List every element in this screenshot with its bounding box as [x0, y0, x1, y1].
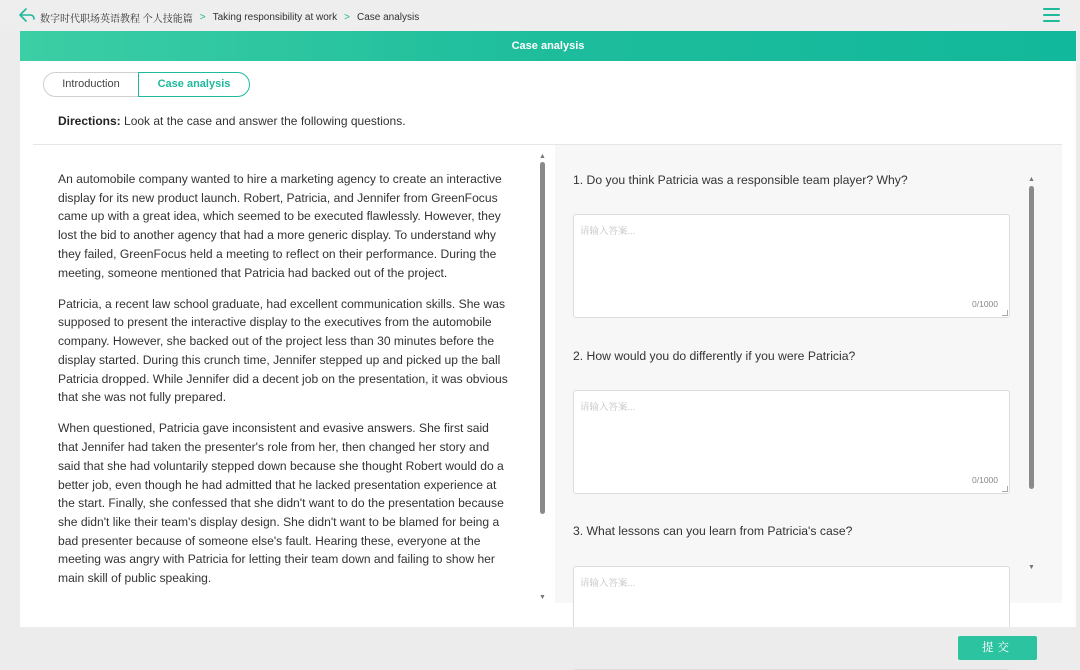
case-passage-pane[interactable] [33, 145, 545, 601]
passage-scrollbar[interactable] [539, 153, 546, 601]
menu-bar [1043, 8, 1060, 10]
breadcrumb-unit[interactable]: Taking responsibility at work [212, 12, 338, 23]
breadcrumb-course[interactable]: 数字时代职场英语教程 个人技能篇 [40, 14, 193, 25]
submit-button[interactable]: 提交 [958, 636, 1037, 660]
tab-introduction[interactable]: Introduction [43, 72, 139, 97]
resize-handle-icon[interactable] [1002, 310, 1008, 316]
menu-bar [1043, 14, 1060, 16]
breadcrumb [40, 10, 419, 25]
scroll-down-icon[interactable]: ▼ [1028, 564, 1035, 571]
scroll-up-icon[interactable]: ▲ [1028, 176, 1035, 183]
footer-bar [20, 627, 1076, 669]
scrollbar-thumb[interactable] [1029, 186, 1034, 489]
answer-placeholder: 请输入答案... [580, 226, 636, 237]
tab-case-analysis[interactable]: Case analysis [138, 72, 250, 97]
char-count: 0/1000 [972, 299, 998, 309]
answer-placeholder: 请输入答案... [580, 402, 636, 413]
answer-placeholder: 请输入答案... [580, 578, 636, 589]
questions-pane[interactable] [555, 145, 1062, 603]
scroll-up-icon[interactable]: ▲ [539, 153, 546, 160]
answer-textarea-2[interactable] [573, 390, 1010, 494]
questions-scrollbar[interactable] [1028, 176, 1036, 571]
tab-bar [43, 72, 250, 97]
char-count: 0/1000 [972, 475, 998, 485]
content-panel [20, 61, 1076, 627]
directions [58, 114, 406, 128]
question-1: 1. Do you think Patricia was a responsible team player? Why? [573, 173, 908, 187]
resize-handle-icon[interactable] [1002, 486, 1008, 492]
hamburger-menu-icon[interactable] [1043, 8, 1060, 22]
passage-paragraph: An automobile company wanted to hire a marketing agency to create an interactive display for its new product launch. Robert, Patricia, and Jennifer from GreenFocus came up with a great idea, which seemed to be executed flawlessly. However, they lost the bid to another agency that had a more generic display. To understand why they failed, GreenFocus held a meeting to reflect on their performance. During the meeting, someone mentioned that Patricia had backed out of the project. [58, 172, 502, 280]
scroll-down-icon[interactable]: ▼ [539, 594, 546, 601]
breadcrumb-separator: > [199, 12, 206, 23]
scrollbar-thumb[interactable] [540, 162, 545, 514]
case-passage [58, 170, 510, 600]
breadcrumb-section: Case analysis [356, 12, 420, 23]
back-arrow-icon[interactable] [19, 8, 35, 22]
menu-bar [1043, 20, 1060, 22]
section-header: Case analysis [20, 31, 1076, 61]
passage-paragraph: Patricia, a recent law school graduate, had excellent communication skills. She was supposed to present the interactive display to the executives from the automobile company. However, she backed out of the project less than 30 minutes before the display started. During this crunch time, Jennifer stepped up and picked up the ball Patricia dropped. While Jennifer did a decent job on the presentation, it was obvious that she was not fully prepared. [58, 296, 508, 405]
breadcrumb-separator: > [344, 12, 350, 23]
question-2: 2. How would you do differently if you were Patricia? [573, 349, 856, 363]
top-bar [0, 0, 1080, 31]
question-3: 3. What lessons can you learn from Patricia's case? [573, 524, 853, 538]
directions-label: Directions: [58, 114, 121, 128]
passage-paragraph: When questioned, Patricia gave inconsistent and evasive answers. She first said that Jennifer had taken the presenter's role from her, then changed her story and said that she had voluntarily stepped down because she thought Robert would do a better job, even though he had admitted that he lacked presentation experience at the start. Finally, she confessed that she didn't want to do the presentation because she didn't like their team's display design. She didn't want to be blamed for being a bad presenter because of someone else's fault. Hearing these, everyone at the meeting was angry with Patricia for letting their team down and failing to show her main skill of public speaking. [58, 421, 504, 586]
answer-textarea-1[interactable] [573, 214, 1010, 318]
directions-text: Look at the case and answer the following questions. [124, 114, 406, 128]
